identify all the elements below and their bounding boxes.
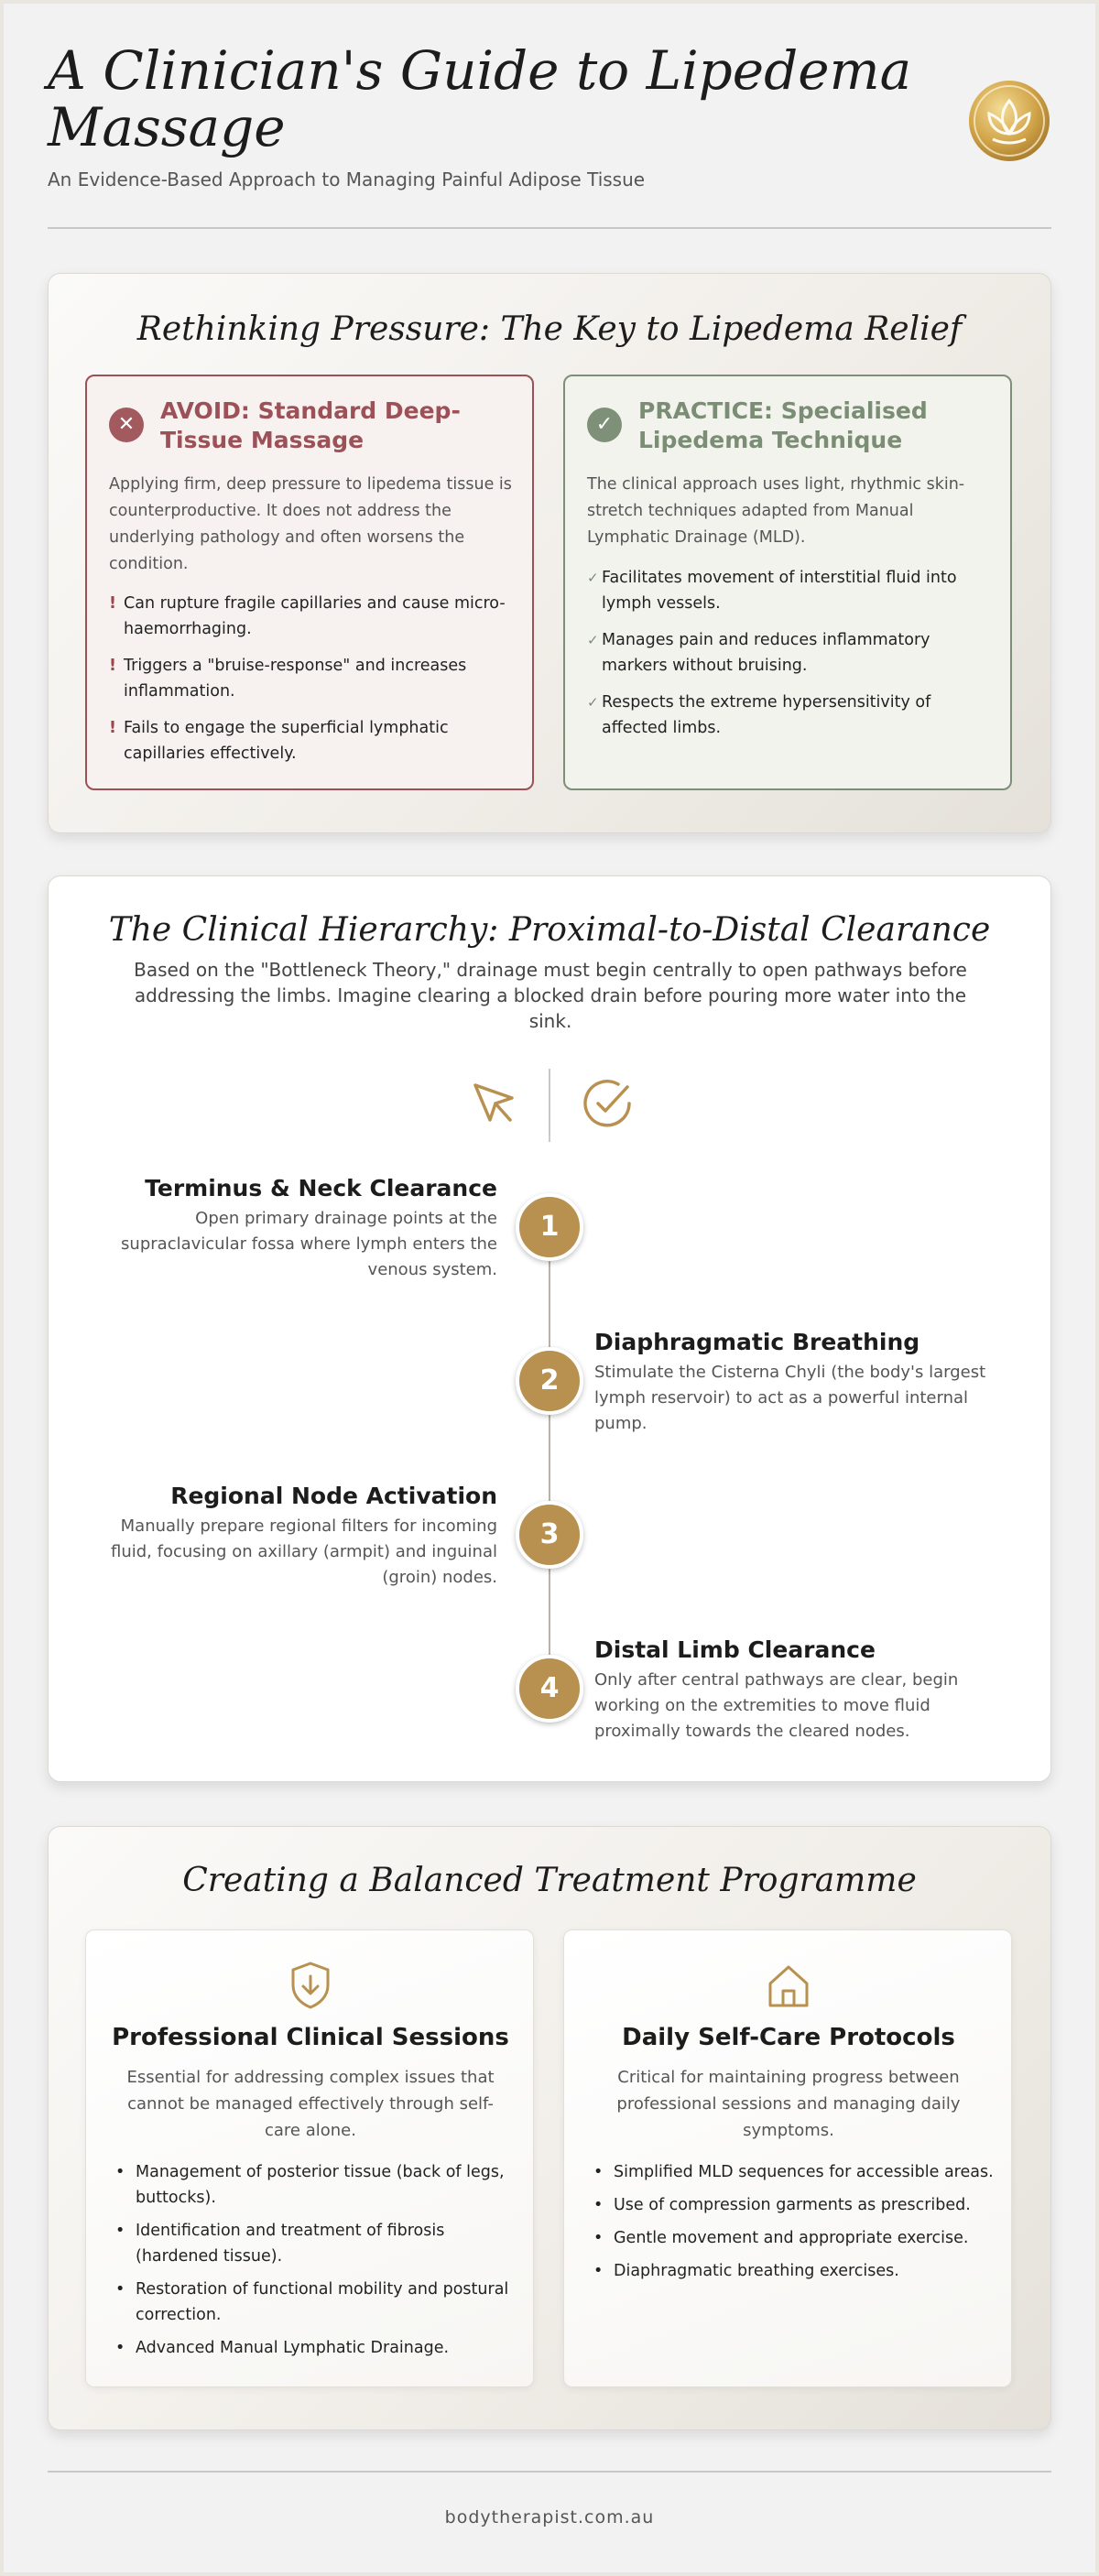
lotus-logo-icon [965,77,1053,165]
shield-icon [288,1960,333,2011]
step-text: Stimulate the Cisterna Chyli (the body's largest lymph reservoir) to act as a powerful internal pump. [594,1363,986,1433]
list-item: ! Triggers a "bruise-response" and increases inflammation. [109,653,521,704]
hierarchy-card [48,875,1051,1782]
list-item: • Simplified MLD sequences for accessible areas. [592,2159,995,2185]
step-number: 1 [516,1193,583,1261]
header [48,39,1055,190]
list-item: • Identification and treatment of fibrosis (hardened tissue). [114,2218,517,2269]
programme-title: Creating a Balanced Treatment Programme [182,1862,917,1899]
timeline-line [549,1224,550,1682]
avoid-list [109,591,521,777]
check-circle-icon [580,1076,635,1131]
list-item: ! Fails to engage the superficial lymphatic capillaries effectively. [109,715,521,766]
pressure-title: Rethinking Pressure: The Key to Lipedema Relief [136,310,963,348]
step-item [594,1329,1016,1437]
practice-heading: PRACTICE: Specialised Lipedema Technique [638,397,928,453]
practice-box [563,375,1012,790]
hierarchy-icons [49,1069,1050,1142]
check-icon: ✓ [587,408,622,442]
warning-marker: ! [109,594,116,613]
check-marker: ✓ [587,694,599,711]
programme-card [48,1826,1051,2430]
list-item: • Management of posterior tissue (back of legs, buttocks). [114,2159,517,2211]
step-item [76,1483,497,1591]
professional-box [85,1929,534,2387]
list-item: ✓ Respects the extreme hypersensitivity of affected limbs. [587,690,999,741]
icon-divider [549,1069,550,1142]
warning-marker: ! [109,719,116,737]
step-text: Manually prepare regional filters for incoming fluid, focusing on axillary (armpit) and inguinal (groin) nodes. [110,1516,497,1587]
selfcare-heading: Daily Self-Care Protocols [622,2024,955,2051]
home-icon [766,1960,811,2011]
step-item [76,1175,497,1283]
step-number: 4 [516,1655,583,1723]
list-item: ✓ Facilitates movement of interstitial fluid into lymph vessels. [587,565,999,616]
step-text: Open primary drainage points at the supraclavicular fossa where lymph enters the venous system. [121,1209,497,1279]
professional-list [114,2159,517,2368]
step-item [594,1636,1016,1745]
footer-site-link[interactable]: bodytherapist.com.au [444,2507,655,2527]
step-title: Diaphragmatic Breathing [594,1329,920,1355]
step-text: Only after central pathways are clear, begin working on the extremities to move fluid proximally towards the cleared nodes. [594,1670,959,1741]
footer-divider [48,2471,1051,2473]
page-subtitle: An Evidence-Based Approach to Managing Painful Adipose Tissue [48,168,646,190]
page [4,4,1095,2572]
step-title: Terminus & Neck Clearance [145,1175,497,1201]
close-icon: ✕ [109,408,144,442]
avoid-intro: Applying firm, deep pressure to lipedema tissue is counterproductive. It does not address the underlying pathology and often worsens the condition. [109,475,512,573]
hierarchy-intro: Based on the "Bottleneck Theory," drainage must begin centrally to open pathways before addressing the limbs. Imagine clearing a blocked drain before pouring more water into the sink. [134,959,967,1032]
hierarchy-title: The Clinical Hierarchy: Proximal-to-Distal Clearance [108,911,991,949]
step-title: Distal Limb Clearance [594,1636,876,1663]
step-title: Regional Node Activation [170,1483,497,1509]
list-item: • Use of compression garments as prescribed. [592,2192,995,2218]
check-marker: ✓ [587,632,599,648]
list-item: • Diaphragmatic breathing exercises. [592,2258,995,2284]
selfcare-list [592,2159,995,2291]
list-item: ! Can rupture fragile capillaries and cause micro-haemorrhaging. [109,591,521,642]
cursor-icon [468,1078,519,1129]
step-number: 3 [516,1501,583,1569]
warning-marker: ! [109,657,116,675]
header-divider [48,227,1051,229]
list-item: • Advanced Manual Lymphatic Drainage. [114,2335,517,2361]
professional-heading: Professional Clinical Sessions [112,2024,509,2051]
selfcare-box [563,1929,1012,2387]
practice-list [587,565,999,752]
avoid-heading: AVOID: Standard Deep-Tissue Massage [160,397,461,453]
page-title: A Clinician's Guide to Lipedema Massage [48,39,912,158]
list-item: ✓ Manages pain and reduces inflammatory markers without bruising. [587,627,999,679]
professional-intro: Essential for addressing complex issues that cannot be managed effectively through self-care alone. [126,2068,495,2140]
practice-intro: The clinical approach uses light, rhythmic skin-stretch techniques adapted from Manual Lymphatic Drainage (MLD). [587,475,965,547]
pressure-card [48,273,1051,833]
list-item: • Gentle movement and appropriate exercise. [592,2225,995,2251]
avoid-box [85,375,534,790]
list-item: • Restoration of functional mobility and postural correction. [114,2277,517,2328]
check-marker: ✓ [587,570,599,586]
selfcare-intro: Critical for maintaining progress between professional sessions and managing daily symptoms. [616,2068,961,2140]
step-number: 2 [516,1347,583,1415]
